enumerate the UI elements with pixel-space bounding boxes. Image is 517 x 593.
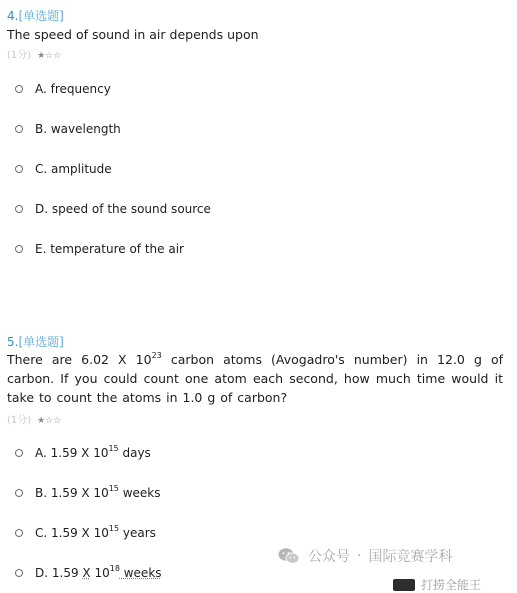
option-unit: weeks xyxy=(118,486,161,500)
radio-button[interactable] xyxy=(15,125,23,133)
radio-button[interactable] xyxy=(15,569,23,577)
option-d[interactable] xyxy=(15,201,211,217)
option-label: D. speed of the sound source xyxy=(35,202,211,216)
question-text-exponent: 23 xyxy=(151,350,162,360)
score-text: (1分) xyxy=(7,50,32,61)
question-text-part: There are 6.02 X 10 xyxy=(7,352,152,367)
option-label xyxy=(35,526,156,540)
option-prefix: B. 1.59 X 10 xyxy=(35,486,109,500)
option-exponent: 15 xyxy=(108,484,119,493)
option-unit: years xyxy=(119,526,156,540)
question-text xyxy=(7,350,503,407)
option-exponent: 15 xyxy=(108,444,119,453)
option-b[interactable] xyxy=(15,121,121,137)
watermark-separator: · xyxy=(357,548,362,564)
option-x: X xyxy=(82,566,91,580)
option-label xyxy=(35,566,162,580)
option-mid: 10 xyxy=(90,566,110,580)
option-label: A. frequency xyxy=(35,82,111,96)
brand-text: 打捞全能王 xyxy=(421,578,482,592)
option-c[interactable] xyxy=(15,161,112,177)
option-e[interactable] xyxy=(15,241,184,257)
option-label: C. amplitude xyxy=(35,162,112,176)
option-d[interactable] xyxy=(15,565,162,581)
watermark-text-right: 国际竞赛学科 xyxy=(368,549,453,565)
option-a[interactable] xyxy=(15,445,151,461)
wechat-icon xyxy=(278,547,300,565)
option-prefix: D. 1.59 xyxy=(35,566,83,580)
brand-logo-icon xyxy=(393,579,415,591)
option-unit: days xyxy=(118,446,151,460)
option-label xyxy=(35,446,151,460)
radio-button[interactable] xyxy=(15,205,23,213)
option-label xyxy=(35,486,161,500)
question-header xyxy=(7,7,64,24)
star-icon: ★☆☆ xyxy=(37,416,62,426)
watermark-text-left: 公众号 xyxy=(308,549,350,565)
option-label: E. temperature of the air xyxy=(35,242,184,256)
question-type-label: [单选题] xyxy=(18,9,64,23)
radio-button[interactable] xyxy=(15,165,23,173)
watermark xyxy=(278,546,452,566)
question-text-part: carbon atoms (Avogadro's number) in 12.0 g of carbon. If you could count one atom each second, how much time would it take to count the atoms in 1.0 g of carbon? xyxy=(7,352,503,405)
radio-button[interactable] xyxy=(15,449,23,457)
radio-button[interactable] xyxy=(15,489,23,497)
question-number: 4. xyxy=(7,9,19,23)
star-icon: ★☆☆ xyxy=(37,51,62,61)
radio-button[interactable] xyxy=(15,85,23,93)
option-exponent: 15 xyxy=(108,524,120,533)
question-text: The speed of sound in air depends upon xyxy=(7,27,259,42)
option-prefix: A. 1.59 X 10 xyxy=(35,446,109,460)
brand-strip xyxy=(393,576,481,593)
option-prefix: C. 1.59 X 10 xyxy=(35,526,109,540)
question-header xyxy=(7,333,64,350)
option-label: B. wavelength xyxy=(35,122,121,136)
question-number: 5. xyxy=(7,335,19,349)
option-b[interactable] xyxy=(15,485,161,501)
score-text: (1分) xyxy=(7,415,32,426)
option-exponent: 18 xyxy=(109,564,120,573)
question-score xyxy=(7,411,61,426)
option-unit: weeks xyxy=(119,566,162,580)
question-score xyxy=(7,46,61,61)
question-type-label: [单选题] xyxy=(18,335,64,349)
option-c[interactable] xyxy=(15,525,156,541)
option-a[interactable] xyxy=(15,81,111,97)
radio-button[interactable] xyxy=(15,245,23,253)
radio-button[interactable] xyxy=(15,529,23,537)
